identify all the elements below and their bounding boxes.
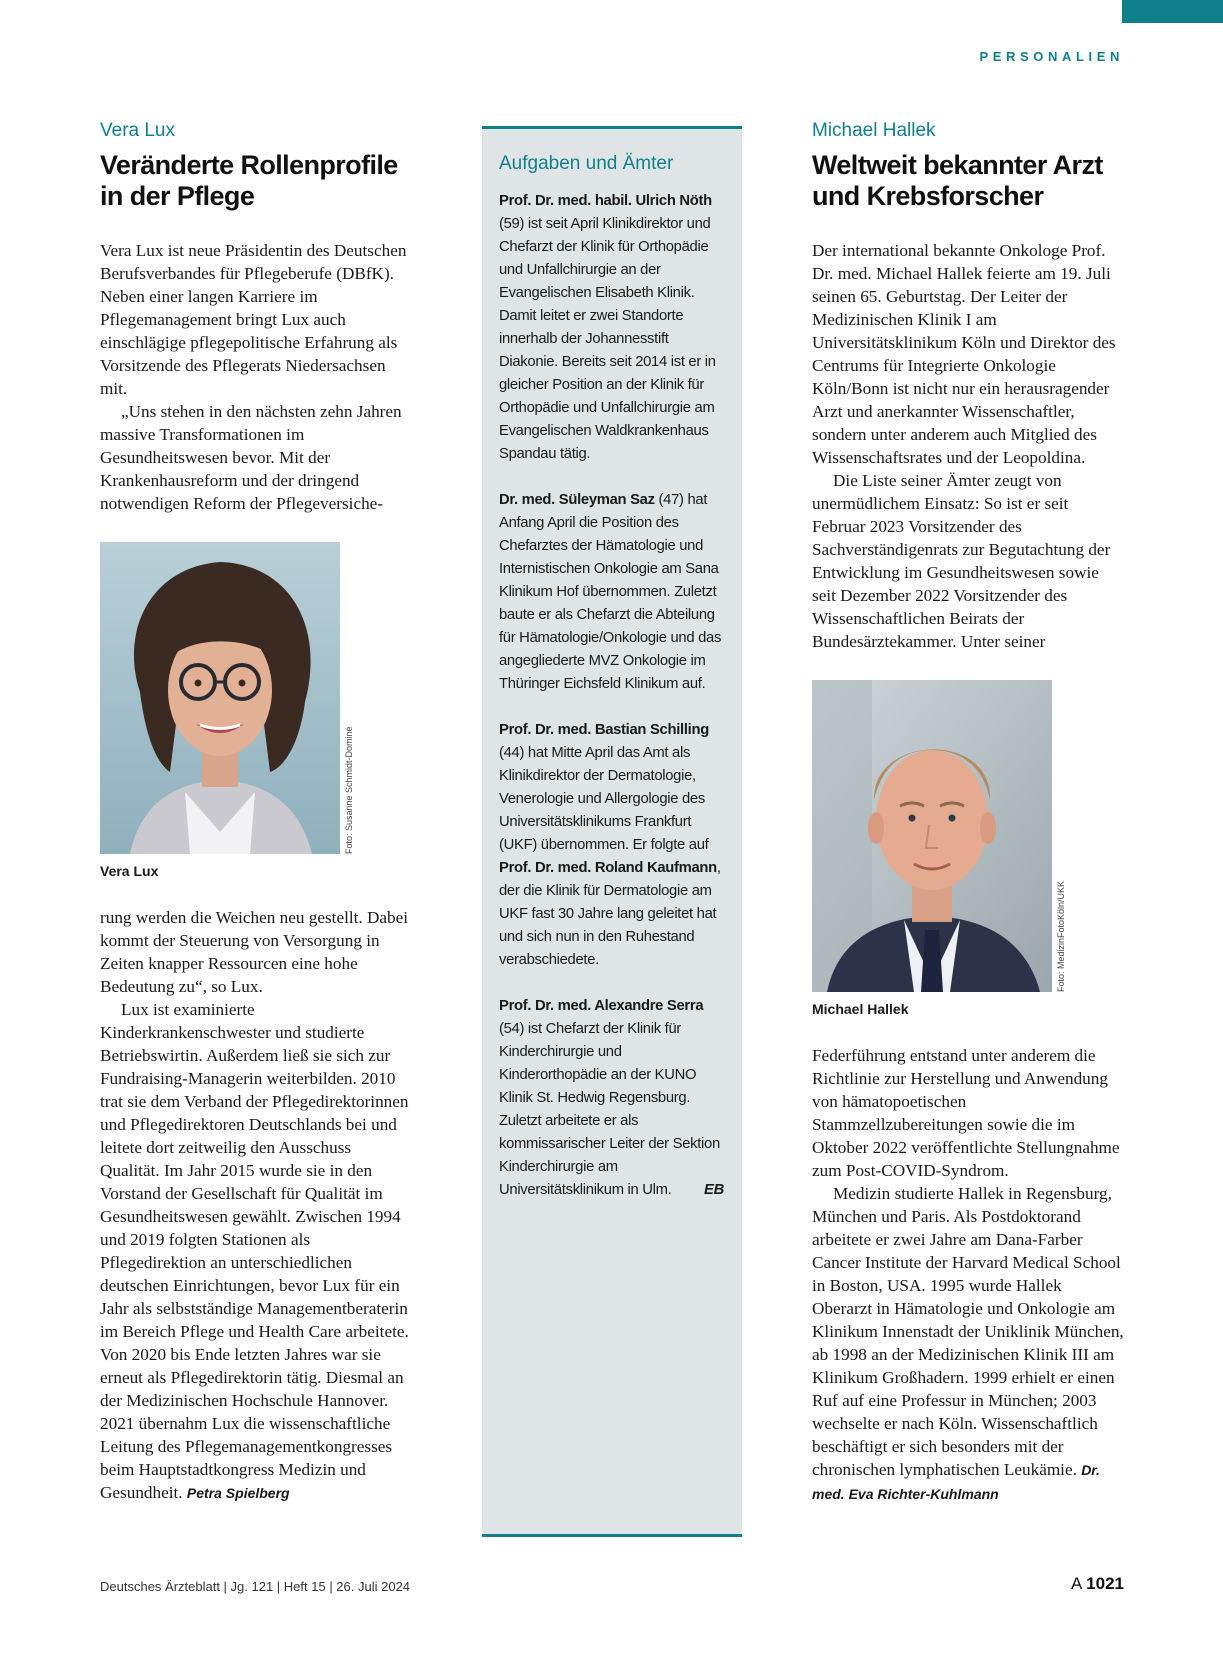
entry-text: , der die Klinik für Dermatologie am UKF fast 30 Jahre lang geleitet hat und sich nun in den Ruhestand verabschiedete. (499, 860, 721, 968)
article-paragraph-text: Medizin studierte Hallek in Regensburg, München und Paris. Als Postdoktorand arbeitete er zwei Jahre am Dana-Farber Cancer Institute der Harvard Medical School in Boston, USA. 1995 wurde Hallek Oberarzt in Hämatologie und Onkologie am Klinikum Innenstadt der Uniklinik München, ab 1998 an der Medizinischen Klinik III am Klinikum Großhadern. 1999 erhielt er einen Ruf auf eine Professur in München; 2003 wechselte er nach Köln. Wissenschaftlich beschäftigt er sich besonders mit der chronischen lymphatischen Leukämie. (812, 1184, 1124, 1479)
article-body-top (100, 239, 414, 515)
article-author: Dr. med. Eva Richter-Kuhlmann (812, 1462, 1100, 1502)
portrait-image (812, 680, 1052, 992)
sidebar-entry (499, 489, 724, 696)
headline-line-2: in der Pflege (100, 181, 255, 211)
photo-credit: Foto: Susanne Schmidt-Dominé (344, 726, 354, 854)
article-vera-lux (100, 118, 414, 1505)
portrait-image (100, 542, 340, 854)
article-kicker: Michael Hallek (812, 120, 936, 141)
article-paragraph: Die Liste seiner Ämter zeugt von unermüdlichem Einsatz: So ist er seit Februar 2023 Vorsitzender des Sachverständigenrats zur Begutachtung der Entwicklung im Gesundheitswesen sowie seit Dezember 2022 Vorsitzender des Wissenschaftlichen Beirats der Bundesärztekammer. Unter seiner (812, 471, 1111, 651)
sidebar-aufgaben-und-aemter (482, 126, 742, 1537)
sidebar-entry (499, 719, 724, 972)
page-number: 1021 (1086, 1574, 1124, 1593)
headline-line-1: Weltweit bekannter Arzt (812, 150, 1103, 180)
person-name: Prof. Dr. med. Roland Kaufmann (499, 860, 717, 876)
article-headline (100, 150, 414, 212)
person-name: Dr. med. Süleyman Saz (499, 492, 655, 508)
photo-caption: Vera Lux (100, 863, 159, 879)
article-paragraph: Vera Lux ist neue Präsidentin des Deutschen Berufsverbandes für Pflegeberufe (DBfK). Neben einer langen Karriere im Pflegemanagement bringt Lux auch einschlägige pflegepolitische Erfahrung als Vorsitzende des Pflegerats Niedersachsen mit. (100, 241, 407, 398)
article-paragraph (812, 1182, 1124, 1506)
entry-text: (44) hat Mitte April das Amt als Klinikdirektor der Dermatologie, Venerologie und Allergologie des Universitätsklinikums Frankfurt (UKF) übernommen. Er folgte auf (499, 745, 709, 853)
article-paragraph: „Uns stehen in den nächsten zehn Jahren massive Transformationen im Gesundheitswesen bevor. Mit der Krankenhausreform und der dringend notwendigen Reform der Pflegeversiche- (100, 402, 402, 513)
sidebar-signature: EB (704, 1182, 724, 1198)
article-body-bottom (100, 906, 414, 1505)
entry-text: (47) hat Anfang April die Position des Chefarztes der Hämatologie und Internistischen Onkologie am Sana Klinikum Hof übernommen. Zuletzt baute er als Chefarzt die Abteilung für Hämatologie/Onkologie und das angegliederte MVZ Onkologie im Thüringer Eichsfeld Klinikum auf. (499, 492, 722, 692)
portrait-photo-michael-hallek (812, 680, 1066, 992)
entry-text: (54) ist Chefarzt der Klinik für Kinderchirurgie und Kinderorthopädie an der KUNO Klinik St. Hedwig Regensburg. Zuletzt arbeitete er als kommissarischer Leiter der Sektion Kinderchirurgie am Universitätsklinikum in Ulm. (499, 1021, 720, 1198)
article-paragraph (100, 998, 414, 1505)
footer-publication: Deutsches Ärzteblatt | Jg. 121 | Heft 15 | 26. Juli 2024 (100, 1579, 411, 1594)
article-paragraph: rung werden die Weichen neu gestellt. Dabei kommt der Steuerung von Versorgung in Zeiten knapper Ressourcen eine hohe Bedeutung zu“, so Lux. (100, 908, 409, 996)
section-label: PERSONALIEN (979, 49, 1124, 64)
headline-line-2: und Krebsforscher (812, 181, 1044, 211)
entry-text: (59) ist seit April Klinikdirektor und Chefarzt der Klinik für Orthopädie und Unfallchirurgie an der Evangelischen Elisabeth Klinik. Damit leitet er zwei Standorte innerhalb der Johannesstift Diakonie. Bereits seit 2014 ist er in gleicher Position an der Klinik für Orthopädie und Unfallchirurgie am Evangelischen Waldkrankenhaus Spandau tätig. (499, 216, 716, 462)
article-kicker: Vera Lux (100, 120, 175, 141)
person-name: Prof. Dr. med. Alexandre Serra (499, 998, 704, 1014)
article-body-bottom (812, 1044, 1124, 1506)
footer-page-number (1071, 1574, 1124, 1594)
sidebar-title: Aufgaben und Ämter (499, 153, 674, 174)
article-paragraph: Federführung entstand unter anderem die Richtlinie zur Herstellung und Anwendung von hämatopoetischen Stammzellzubereitungen sowie die im Oktober 2022 veröffentlichte Stellungnahme zum Post-COVID-Syndrom. (812, 1046, 1120, 1180)
photo-credit: Foto: MedizinFotoKöln/UKK (1056, 880, 1066, 992)
article-body-top (812, 239, 1124, 653)
article-headline (812, 150, 1124, 212)
headline-line-1: Veränderte Rollenprofile (100, 150, 398, 180)
portrait-photo-vera-lux (100, 542, 354, 854)
article-paragraph: Der international bekannte Onkologe Prof. Dr. med. Michael Hallek feierte am 19. Juli seinen 65. Geburtstag. Der Leiter der Medizinischen Klinik I am Universitätsklinikum Köln und Direktor des Centrums für Integrierte Onkologie Köln/Bonn ist nicht nur ein herausragender Arzt und anerkannter Wissenschaftler, sondern unter anderem auch Mitglied des Wissenschaftsrates und der Leopoldina. (812, 241, 1116, 467)
sidebar-entry (499, 190, 724, 466)
article-paragraph-text: Lux ist examinierte Kinderkrankenschwester und studierte Betriebswirtin. Außerdem ließ sie sich zur Fundraising-Managerin weiterbilden. 2010 trat sie dem Verband der Pflegedirektorinnen und Pflegedirektoren Deutschlands bei und leitete dort zeitweilig den Ausschuss Qualität. Im Jahr 2015 wurde sie in den Vorstand der Gesellschaft für Qualität im Gesundheitswesen gewählt. Zwischen 1994 und 2019 folgten Stationen als Pflegedirektion an unterschiedlichen deutschen Einrichtungen, bevor Lux für ein Jahr als selbstständige Managementberaterin im Bereich Pflege und Health Care arbeitete. Von 2020 bis Ende letzten Jahres war sie erneut als Pflegedirektorin tätig. Diesmal an der Medizinischen Hochschule Hannover. 2021 übernahm Lux die wissenschaftliche Leitung des Pflegemanagementkongresses beim Hauptstadtkongress Medizin und Gesundheit. (100, 1000, 409, 1502)
sidebar-entry (499, 995, 724, 1202)
person-name: Prof. Dr. med. habil. Ulrich Nöth (499, 193, 712, 209)
article-author: Petra Spielberg (186, 1485, 290, 1501)
corner-accent-bar (1122, 0, 1223, 23)
article-michael-hallek (812, 118, 1124, 1506)
photo-caption: Michael Hallek (812, 1001, 909, 1017)
person-name: Prof. Dr. med. Bastian Schilling (499, 722, 709, 738)
page-prefix: A (1071, 1574, 1082, 1593)
